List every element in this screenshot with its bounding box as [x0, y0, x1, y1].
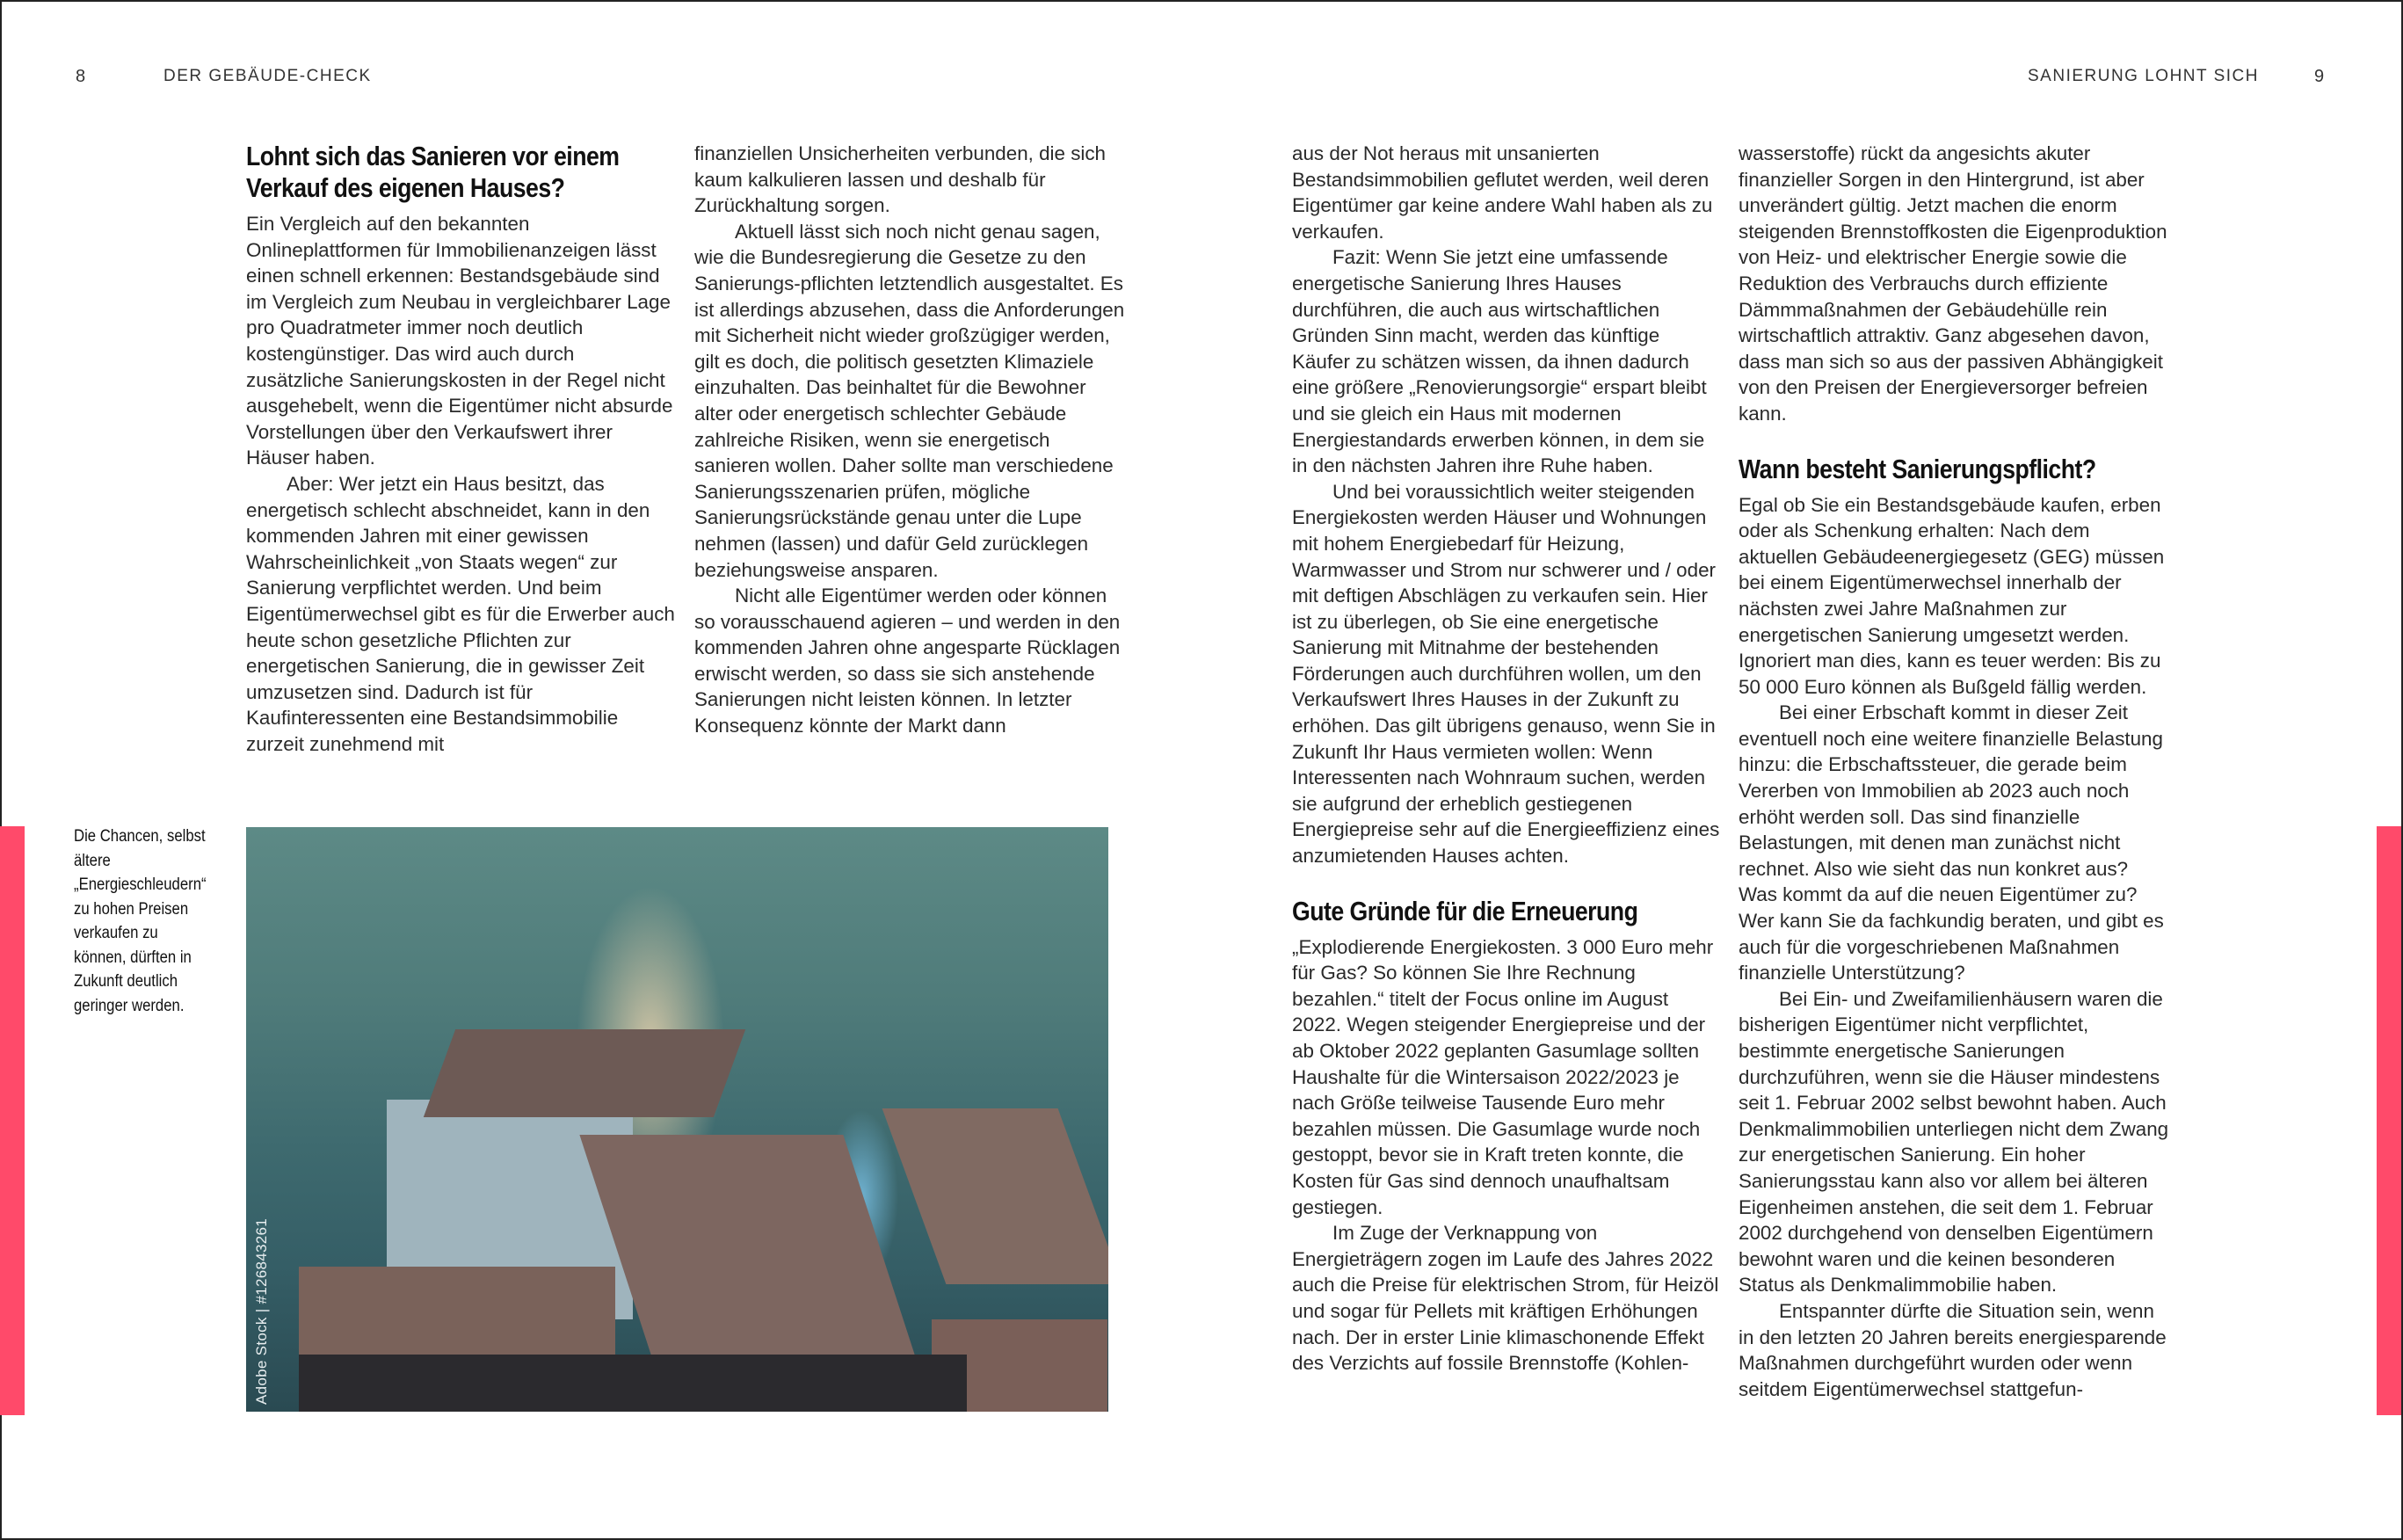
- spacer: [1739, 427, 2169, 454]
- paragraph: Aber: Wer jetzt ein Haus besitzt, das energetisch schlecht abschneidet, kann in den kommenden Jahren mit einer gewissen Wahrscheinlichkeit „von Staats wegen“ zur Sanierung verpflichtet werden. Und beim Eigentümerwechsel gibt es für die Erwerber auch heute schon gesetzliche Pflichten zur energetischen Sanierung, die in gewisser Zeit umzusetzen sind. Dadurch ist für Kaufinteressenten eine Bestandsimmobilie zurzeit zunehmend mit: [246, 472, 675, 755]
- accent-bar-right: [2377, 826, 2401, 1415]
- section-heading-3: Wann besteht Sanierungspflicht?: [1739, 453, 2096, 484]
- section-heading-2: Gute Gründe für die Erneuerung: [1292, 895, 1638, 926]
- paragraph: aus der Not heraus mit unsanierten Bestandsimmobilien geflutet werden, weil deren Eigentümer gar keine andere Wahl haben als zu verkaufen.: [1292, 142, 1713, 243]
- running-head-left: DER GEBÄUDE-CHECK: [163, 67, 372, 85]
- section-heading-1: Lohnt sich das Sanieren vor einem Verkauf des eigenen Hauses?: [246, 141, 620, 203]
- column-4: [1739, 141, 2169, 1402]
- paragraph: Ein Vergleich auf den bekannten Onlineplattformen für Immobilienanzeigen lässt einen schnell erkennen: Bestandsgebäude sind im Vergleich zum Neubau in vergleichbarer Lage pro Quadratmeter immer noch deutlich kostengünstiger. Das wird auch durch zusätzliche Sanierungskosten in der Regel nicht ausgehebelt, wenn die Eigentümer nicht absurde Vorstellungen über den Verkaufswert ihrer Häuser haben.: [246, 213, 673, 469]
- running-head-right: SANIERUNG LOHNT SICH: [2028, 67, 2259, 85]
- paragraph: Aktuell lässt sich noch nicht genau sagen, wie die Bundesregierung die Gesetze zu den Sanierungs-pflichten letztendlich ausgestaltet. Es ist allerdings abzusehen, dass die Anforderungen mit Sicherheit nicht wieder großzügiger werden, gilt es doch, die politisch gesetzten Klimaziele einzuhalten. Das beinhaltet für die Bewohner alter oder energetisch schlechter Gebäude zahlreiche Risiken, wenn sie energetisch sanieren wollen. Daher sollte man verschiedene Sanierungsszenarien prüfen, mögliche Sanierungsrückstände genau unter die Lupe nehmen (lassen) und dafür Geld zurücklegen beziehungsweise ansparen.: [694, 220, 1125, 581]
- paragraph: Im Zuge der Verknappung von Energieträgern zogen im Laufe des Jahres 2022 auch die Preise für elektrischen Strom, für Heizöl und sogar für Pellets mit kräftigen Erhöhungen nach. Der in erster Linie klimaschonende Effekt des Verzichts auf fossile Brennstoffe (Kohlen-: [1292, 1222, 1719, 1375]
- paragraph: Bei Ein- und Zweifamilienhäusern waren die bisherigen Eigentümer nicht verpflichtet, bestimmte energetische Sanierungen durchzuführen, wenn sie die Häuser mindestens seit 1. Februar 2002 selbst bewohnt haben. Auch Denkmalimmobilien unterliegen nicht dem Zwang zur energetischen Sanierung. Ein hoher Sanierungsstau kann also vor allem bei älteren Eigenheimen anstehen, die seit dem 1. Februar 2002 durchgehend von denselben Eigentümern bewohnt waren und die keinen besonderen Status als Denkmalimmobilie haben.: [1739, 987, 2169, 1297]
- chimney-smoke-photo: [246, 827, 1108, 1412]
- paragraph: Entspannter dürfte die Situation sein, wenn in den letzten 20 Jahren bereits energiesparende Maßnahmen durchgeführt wurden oder wenn seitdem Eigentümerwechsel stattgefun-: [1739, 1299, 2167, 1400]
- column-3: [1292, 141, 1723, 1377]
- paragraph: finanziellen Unsicherheiten verbunden, die sich kaum kalkulieren lassen und deshalb für Zurückhaltung sorgen.: [694, 142, 1107, 217]
- roof-shape: [424, 1029, 745, 1117]
- accent-bar-left: [0, 826, 25, 1415]
- photo-credit: Adobe Stock | #126843261: [253, 1217, 270, 1405]
- paragraph: Fazit: Wenn Sie jetzt eine umfassende energetische Sanierung Ihres Hauses durchführen, die auch aus wirtschaftlichen Gründen Sinn macht, werden das künftige Käufer zu schätzen wissen, da ihnen dadurch eine größere „Renovierungsorgie“ erspart bleibt und sie gleich ein Haus mit modernen Energiestandards erwerben können, in dem sie in den nächsten Jahren ihre Ruhe haben.: [1292, 246, 1707, 477]
- page-number-right: 9: [2314, 67, 2325, 86]
- page-number-left: 8: [76, 67, 86, 86]
- paragraph: wasserstoffe) rückt da angesichts akuter finanzieller Sorgen in den Hintergrund, ist aber unverändert gültig. Jetzt machen die enorm steigenden Brennstoffkosten die Eigenproduktion von Heiz- und elektrischer Energie sowie die Reduktion des Verbrauchs durch effiziente Dämmmaßnahmen der Gebäudehülle rein wirtschaftlich attraktiv. Ganz abgesehen davon, dass man sich so aus der passiven Abhängigkeit von den Preisen der Energieversorger befreien kann.: [1739, 142, 2167, 425]
- spacer: [1292, 869, 1723, 896]
- roof-shape: [882, 1108, 1108, 1284]
- paragraph: Bei einer Erbschaft kommt in dieser Zeit eventuell noch eine weitere finanzielle Belastung hinzu: die Erbschaftssteuer, die gerade beim Vererben von Immobilien ab 2023 auch noch erhöht werden soll. Das sind finanzielle Belastungen, mit denen man zunächst nicht rechnet. Also wie sieht das nun konkret aus? Was kommt da auf die neuen Eigentümer zu? Wer kann Sie da fachkundig beraten, und gibt es auch für die vorgeschriebenen Maßnahmen finanzielle Unterstützung?: [1739, 701, 2164, 984]
- paragraph: „Explodierende Energiekosten. 3 000 Euro mehr für Gas? So können Sie Ihre Rechnung bezahlen.“ titelt der Focus online im August 2022. Wegen steigender Energiepreise und der ab Oktober 2022 geplanten Gasumlage sollten Haushalte für die Wintersaison 2022/2023 je nach Größe teilweise Tausende Euro mehr bezahlen müssen. Die Gasumlage wurde noch gestoppt, bevor sie in Kraft treten konnte, die Kosten für Gas sind dennoch unaufhaltsam gestiegen.: [1292, 935, 1714, 1218]
- foreground-roof: [299, 1355, 967, 1412]
- roof-shape: [579, 1135, 914, 1355]
- figure-caption: Die Chancen, selbst ältere „Energieschleudern“ zu hohen Preisen verkaufen zu können, dürften in Zukunft deutlich geringer werden.: [74, 827, 207, 1015]
- column-1: [246, 141, 677, 757]
- paragraph: Und bei voraussichtlich weiter steigenden Energiekosten werden Häuser und Wohnungen mit hohem Energiebedarf für Heizung, Warmwasser und Strom nur schwerer und / oder mit deftigen Abschlägen zu verkaufen sein. Hier ist zu überlegen, ob Sie eine energetische Sanierung mit Mitnahme der bestehenden Förderungen auch durchführen wollen, um den Verkaufswert Ihres Hauses in der Zukunft zu erhöhen. Das gilt übrigens genauso, wenn Sie in Zukunft Ihr Haus vermieten wollen: Wenn Interessenten nach Wohnraum suchen, werden sie aufgrund der erheblich gestiegenen Energiepreise sehr auf die Energieeffizienz eines anzumietenden Hauses achten.: [1292, 480, 1720, 868]
- column-2: [694, 141, 1125, 739]
- paragraph: Nicht alle Eigentümer werden oder können so vorausschauend agieren – und werden in den kommenden Jahren ohne angesparte Rücklagen erwischt werden, so dass sie sich anstehende Sanierungen nicht leisten können. In letzter Konsequenz könnte der Markt dann: [694, 585, 1121, 737]
- paragraph: Egal ob Sie ein Bestandsgebäude kaufen, erben oder als Schenkung erhalten: Nach dem aktuellen Gebäudeenergiegesetz (GEG) müssen bei einem Eigentümerwechsel innerhalb der nächsten zwei Jahre Maßnahmen zur energetischen Sanierung umgesetzt werden. Ignoriert man dies, kann es teuer werden: Bis zu 50 000 Euro können als Bußgeld fällig werden.: [1739, 493, 2165, 698]
